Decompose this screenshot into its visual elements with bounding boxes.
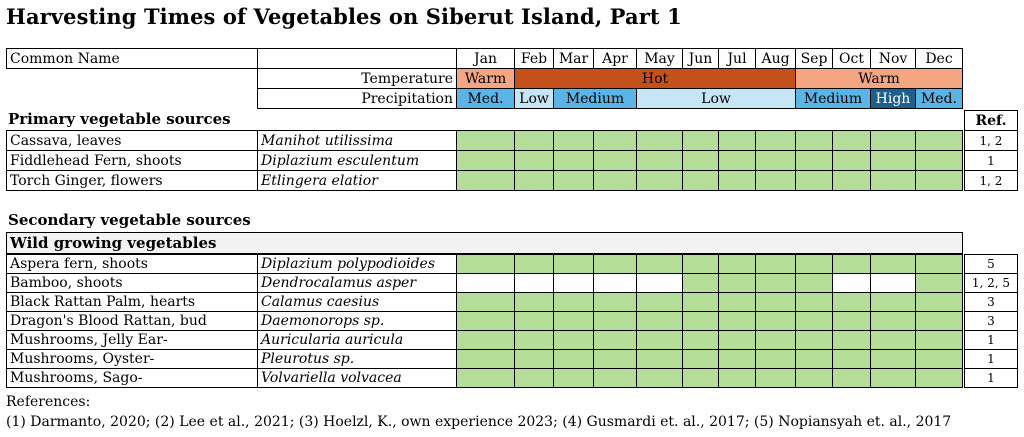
harvest-cell-aug: [755, 130, 796, 151]
row-latin-name: Pleurotus sp.: [257, 349, 457, 369]
harvest-cell-dec: [915, 292, 963, 312]
harvest-cell-sep: [795, 330, 833, 350]
harvest-cell-oct: [832, 170, 871, 191]
harvest-cell-jan: [456, 273, 515, 293]
harvest-cell-dec: [915, 330, 963, 350]
month-header-mar: Mar: [553, 48, 594, 69]
harvest-cell-sep: [795, 273, 833, 293]
harvest-cell-oct: [832, 349, 871, 369]
harvest-cell-jul: [718, 330, 756, 350]
harvest-cell-dec: [915, 150, 963, 171]
primary-section-heading: Primary vegetable sources: [8, 110, 231, 128]
harvest-cell-mar: [553, 292, 594, 312]
harvest-cell-may: [636, 292, 683, 312]
harvest-cell-aug: [755, 150, 796, 171]
row-common-name: Fiddlehead Fern, shoots: [6, 150, 258, 171]
precipitation-segment: Medium: [795, 88, 871, 109]
harvest-cell-jun: [682, 368, 719, 388]
row-reference: 1, 2, 5: [964, 273, 1018, 293]
row-latin-name: Calamus caesius: [257, 292, 457, 312]
harvest-cell-feb: [514, 349, 554, 369]
harvest-cell-jul: [718, 292, 756, 312]
harvest-cell-dec: [915, 130, 963, 151]
harvest-cell-jul: [718, 368, 756, 388]
harvest-cell-dec: [915, 349, 963, 369]
harvest-cell-oct: [832, 292, 871, 312]
harvest-cell-feb: [514, 311, 554, 331]
temperature-segment: Hot: [514, 68, 796, 89]
month-header-jul: Jul: [718, 48, 756, 69]
harvest-cell-dec: [915, 368, 963, 388]
harvest-cell-jan: [456, 130, 515, 151]
row-common-name: Bamboo, shoots: [6, 273, 258, 293]
harvest-cell-sep: [795, 368, 833, 388]
harvest-cell-mar: [553, 311, 594, 331]
row-latin-name: Etlingera elatior: [257, 170, 457, 191]
row-latin-name: Volvariella volvacea: [257, 368, 457, 388]
row-common-name: Cassava, leaves: [6, 130, 258, 151]
harvest-cell-jul: [718, 273, 756, 293]
month-header-may: May: [636, 48, 683, 69]
month-header-jan: Jan: [456, 48, 515, 69]
harvest-cell-mar: [553, 130, 594, 151]
harvest-cell-apr: [593, 330, 637, 350]
harvest-cell-sep: [795, 349, 833, 369]
month-header-apr: Apr: [593, 48, 637, 69]
harvest-cell-apr: [593, 130, 637, 151]
harvest-cell-oct: [832, 150, 871, 171]
temperature-segment: Warm: [456, 68, 515, 89]
row-common-name: Dragon's Blood Rattan, bud: [6, 311, 258, 331]
row-reference: 1: [964, 349, 1018, 369]
harvest-cell-apr: [593, 292, 637, 312]
header-blank: [257, 48, 457, 69]
harvest-cell-sep: [795, 150, 833, 171]
harvest-cell-jun: [682, 130, 719, 151]
harvest-cell-feb: [514, 170, 554, 191]
references-text: (1) Darmanto, 2020; (2) Lee et al., 2021; (3) Hoelzl, K., own experience 2023; (4) Gusmardi et. al., 2017; (5) Nopiansyah et. al., 2017: [6, 414, 952, 430]
page-title: Harvesting Times of Vegetables on Siberut Island, Part 1: [6, 4, 682, 29]
harvest-cell-feb: [514, 150, 554, 171]
row-reference: 3: [964, 292, 1018, 312]
precipitation-segment: Medium: [553, 88, 637, 109]
harvest-cell-jan: [456, 330, 515, 350]
harvest-cell-feb: [514, 273, 554, 293]
harvest-cell-mar: [553, 254, 594, 274]
harvest-cell-nov: [870, 254, 916, 274]
harvest-cell-nov: [870, 170, 916, 191]
row-latin-name: Diplazium esculentum: [257, 150, 457, 171]
harvest-cell-oct: [832, 368, 871, 388]
harvest-cell-apr: [593, 150, 637, 171]
harvest-cell-jul: [718, 349, 756, 369]
harvest-cell-sep: [795, 292, 833, 312]
row-latin-name: Manihot utilissima: [257, 130, 457, 151]
harvest-cell-nov: [870, 130, 916, 151]
harvest-cell-sep: [795, 311, 833, 331]
harvest-cell-oct: [832, 330, 871, 350]
harvest-cell-dec: [915, 311, 963, 331]
harvest-cell-may: [636, 254, 683, 274]
row-common-name: Torch Ginger, flowers: [6, 170, 258, 191]
harvest-cell-sep: [795, 170, 833, 191]
harvest-cell-jul: [718, 130, 756, 151]
row-reference: 1: [964, 368, 1018, 388]
harvest-cell-aug: [755, 311, 796, 331]
month-header-jun: Jun: [682, 48, 719, 69]
row-common-name: Mushrooms, Oyster-: [6, 349, 258, 369]
row-latin-name: Auricularia auricula: [257, 330, 457, 350]
temperature-label: Temperature: [257, 68, 457, 89]
harvest-cell-may: [636, 311, 683, 331]
precipitation-segment: High: [870, 88, 916, 109]
harvest-cell-may: [636, 170, 683, 191]
harvest-cell-jan: [456, 349, 515, 369]
harvest-cell-mar: [553, 349, 594, 369]
harvest-cell-jun: [682, 170, 719, 191]
precipitation-segment: Low: [636, 88, 796, 109]
harvest-cell-jun: [682, 330, 719, 350]
harvest-cell-aug: [755, 330, 796, 350]
ref-header: Ref.: [964, 110, 1018, 131]
harvest-cell-may: [636, 150, 683, 171]
harvest-cell-nov: [870, 368, 916, 388]
harvest-cell-jul: [718, 170, 756, 191]
row-common-name: Mushrooms, Jelly Ear-: [6, 330, 258, 350]
harvest-cell-dec: [915, 254, 963, 274]
row-reference: 1, 2: [964, 170, 1018, 191]
common-name-header: Common Name: [6, 48, 258, 69]
references-label: References:: [6, 394, 91, 410]
harvest-cell-aug: [755, 349, 796, 369]
row-reference: 1: [964, 330, 1018, 350]
harvest-cell-aug: [755, 170, 796, 191]
harvest-cell-jul: [718, 254, 756, 274]
harvest-cell-oct: [832, 254, 871, 274]
harvest-cell-feb: [514, 292, 554, 312]
precipitation-segment: Low: [514, 88, 554, 109]
harvest-cell-jun: [682, 311, 719, 331]
harvest-cell-dec: [915, 273, 963, 293]
precipitation-segment: Med.: [456, 88, 515, 109]
harvest-cell-nov: [870, 330, 916, 350]
harvest-cell-may: [636, 330, 683, 350]
row-reference: 3: [964, 311, 1018, 331]
harvest-cell-mar: [553, 273, 594, 293]
row-latin-name: Diplazium polypodioides: [257, 254, 457, 274]
harvest-cell-nov: [870, 150, 916, 171]
harvest-cell-sep: [795, 130, 833, 151]
row-latin-name: Daemonorops sp.: [257, 311, 457, 331]
harvest-cell-aug: [755, 254, 796, 274]
harvest-cell-nov: [870, 311, 916, 331]
harvest-cell-dec: [915, 170, 963, 191]
month-header-feb: Feb: [514, 48, 554, 69]
harvest-cell-jun: [682, 254, 719, 274]
row-common-name: Black Rattan Palm, hearts: [6, 292, 258, 312]
harvest-cell-may: [636, 273, 683, 293]
harvest-cell-apr: [593, 349, 637, 369]
harvest-cell-jul: [718, 311, 756, 331]
harvest-cell-aug: [755, 273, 796, 293]
harvest-cell-oct: [832, 273, 871, 293]
harvest-cell-apr: [593, 273, 637, 293]
wild-growing-subheading: Wild growing vegetables: [6, 232, 963, 254]
harvest-cell-aug: [755, 292, 796, 312]
harvest-cell-apr: [593, 311, 637, 331]
row-common-name: Mushrooms, Sago-: [6, 368, 258, 388]
harvest-cell-oct: [832, 130, 871, 151]
month-header-nov: Nov: [870, 48, 916, 69]
harvest-cell-jun: [682, 273, 719, 293]
harvest-cell-apr: [593, 368, 637, 388]
month-header-sep: Sep: [795, 48, 833, 69]
harvest-cell-jun: [682, 292, 719, 312]
harvest-cell-mar: [553, 150, 594, 171]
month-header-oct: Oct: [832, 48, 871, 69]
temperature-segment: Warm: [795, 68, 963, 89]
harvest-cell-jan: [456, 368, 515, 388]
row-reference: 5: [964, 254, 1018, 274]
harvest-cell-mar: [553, 170, 594, 191]
harvest-cell-jun: [682, 150, 719, 171]
harvest-cell-feb: [514, 368, 554, 388]
harvest-cell-jan: [456, 254, 515, 274]
harvest-cell-feb: [514, 330, 554, 350]
harvest-cell-may: [636, 349, 683, 369]
harvest-cell-jan: [456, 292, 515, 312]
harvest-cell-sep: [795, 254, 833, 274]
harvest-cell-jun: [682, 349, 719, 369]
harvest-cell-may: [636, 368, 683, 388]
harvest-cell-nov: [870, 273, 916, 293]
harvest-cell-jan: [456, 150, 515, 171]
precipitation-label: Precipitation: [257, 88, 457, 109]
row-reference: 1: [964, 150, 1018, 171]
harvest-cell-jan: [456, 311, 515, 331]
harvest-cell-jul: [718, 150, 756, 171]
harvest-cell-apr: [593, 170, 637, 191]
harvest-cell-feb: [514, 130, 554, 151]
harvest-cell-nov: [870, 349, 916, 369]
harvest-cell-nov: [870, 292, 916, 312]
secondary-section-heading: Secondary vegetable sources: [8, 211, 251, 229]
harvest-cell-oct: [832, 311, 871, 331]
harvest-cell-feb: [514, 254, 554, 274]
harvest-cell-jan: [456, 170, 515, 191]
precipitation-segment: Med.: [915, 88, 963, 109]
month-header-aug: Aug: [755, 48, 796, 69]
row-reference: 1, 2: [964, 130, 1018, 151]
harvest-cell-mar: [553, 368, 594, 388]
harvest-cell-mar: [553, 330, 594, 350]
harvest-cell-may: [636, 130, 683, 151]
row-common-name: Aspera fern, shoots: [6, 254, 258, 274]
row-latin-name: Dendrocalamus asper: [257, 273, 457, 293]
harvest-cell-aug: [755, 368, 796, 388]
month-header-dec: Dec: [915, 48, 963, 69]
harvest-cell-apr: [593, 254, 637, 274]
